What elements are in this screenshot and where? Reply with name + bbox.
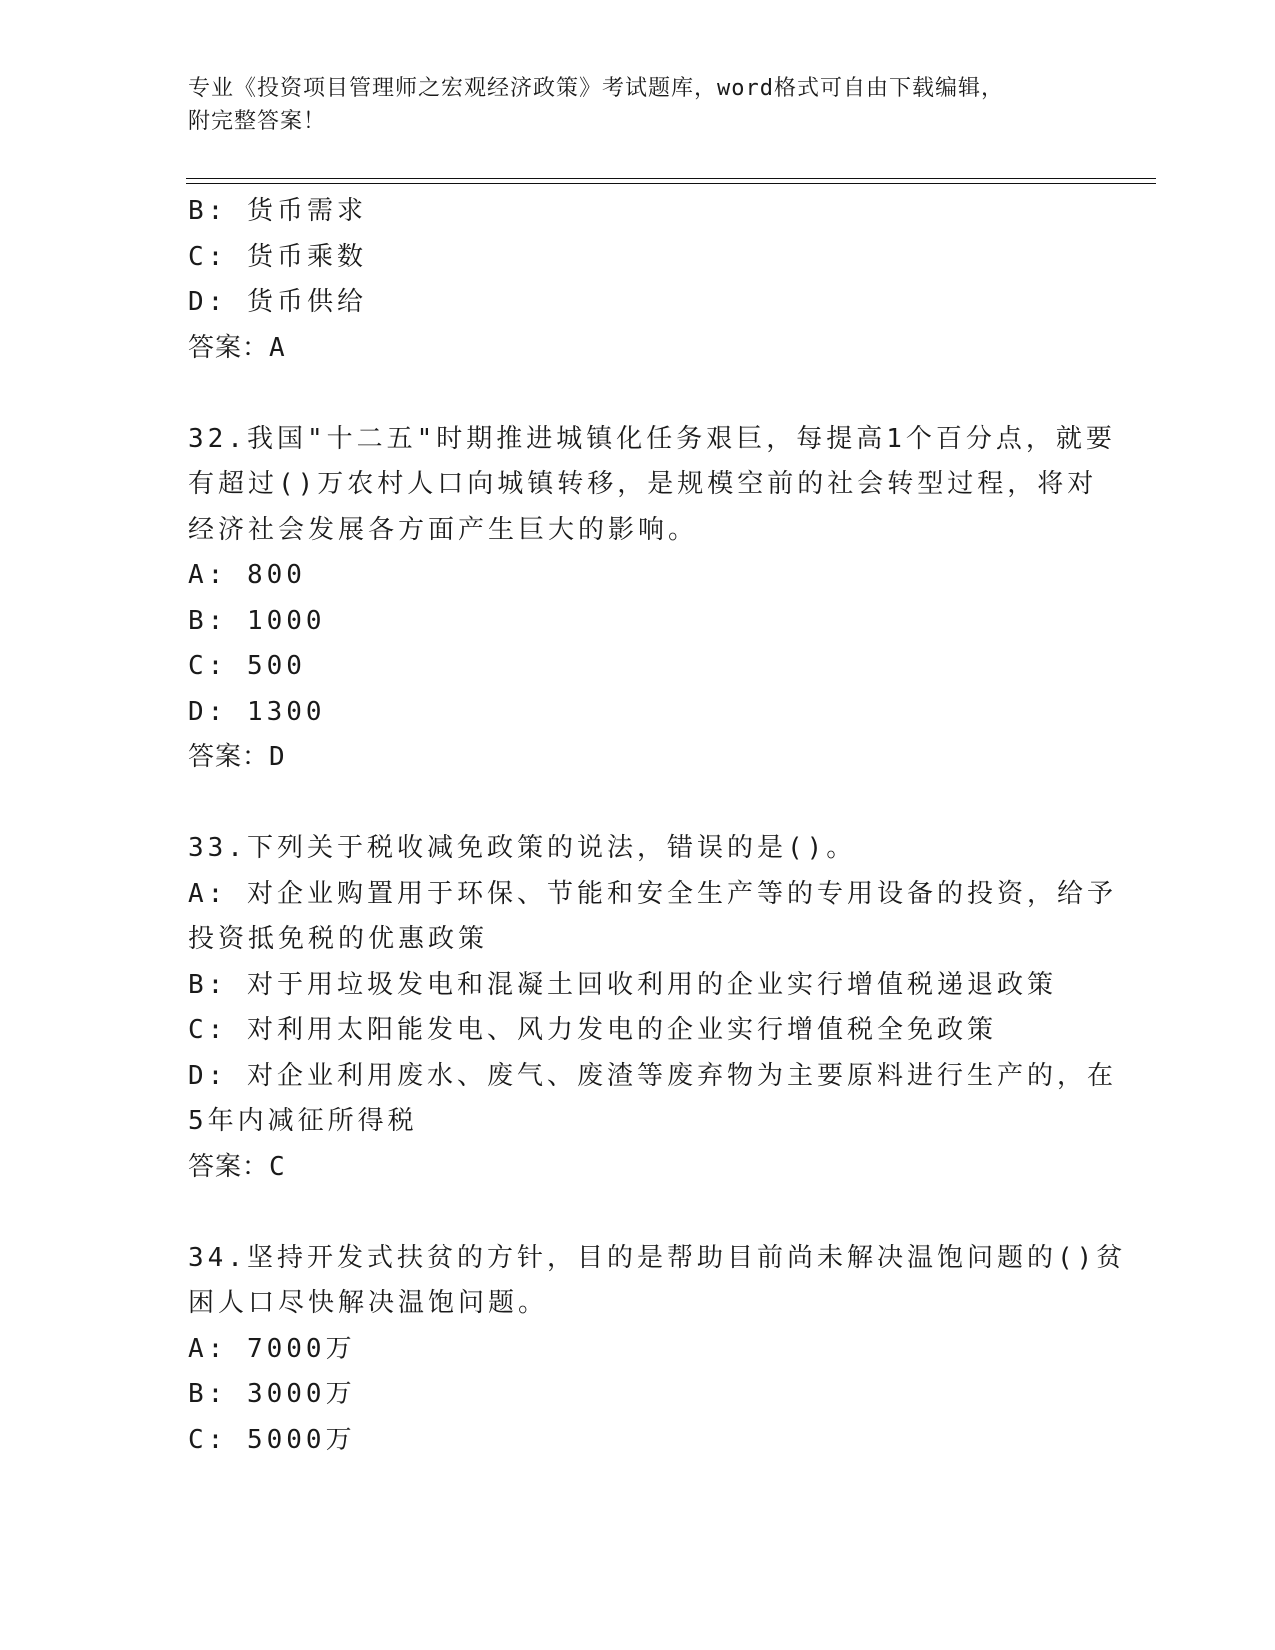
option-d: D: 对企业利用废水、废气、废渣等废弃物为主要原料进行生产的，在 xyxy=(188,1060,1117,1091)
option-b: B: 3000万 xyxy=(188,1379,356,1409)
question-text-line: 33.下列关于税收减免政策的说法，错误的是()。 xyxy=(188,833,857,863)
answer-value: A xyxy=(269,332,286,363)
answer-line xyxy=(188,735,1088,781)
option-a: A: 800 xyxy=(188,560,306,590)
question-31-fragment xyxy=(188,189,1088,371)
page-header xyxy=(188,72,1068,138)
option-d: D: 1300 xyxy=(188,696,326,727)
option-c: C: 5000万 xyxy=(188,1424,356,1455)
option-a-continued: 投资抵免税的优惠政策 xyxy=(188,924,489,954)
answer-label: 答案： xyxy=(188,332,270,363)
header-line-2: 附完整答案！ xyxy=(188,109,327,134)
spacer xyxy=(188,1190,1088,1236)
option-c: C: 500 xyxy=(188,651,306,681)
option-c: C: 对利用太阳能发电、风力发电的企业实行增值税全免政策 xyxy=(188,1015,997,1045)
question-33 xyxy=(188,826,1117,1190)
answer-value: C xyxy=(269,1151,286,1182)
answer-label: 答案： xyxy=(188,742,270,772)
option-b: B: 对于用垃圾发电和混凝土回收利用的企业实行增值税递退政策 xyxy=(188,969,1057,1000)
option-d-continued: 5年内减征所得税 xyxy=(188,1106,418,1136)
answer-value: D xyxy=(269,742,286,772)
question-text-line: 经济社会发展各方面产生巨大的影响。 xyxy=(188,514,699,545)
question-text-line: 有超过()万农村人口向城镇转移，是规模空前的社会转型过程，将对 xyxy=(188,469,1098,499)
question-32 xyxy=(188,417,1116,781)
option-b: B: 1000 xyxy=(188,605,326,636)
question-text-line: 困人口尽快解决温饱问题。 xyxy=(188,1288,549,1318)
option-a: A: 7000万 xyxy=(188,1333,356,1364)
question-text-line: 32.我国"十二五"时期推进城镇化任务艰巨，每提高1个百分点，就要 xyxy=(188,423,1116,454)
question-text-line: 34.坚持开发式扶贫的方针，目的是帮助目前尚未解决温饱问题的()贫 xyxy=(188,1242,1127,1273)
header-line-1: 专业《投资项目管理师之宏观经济政策》考试题库，word格式可自由下载编辑， xyxy=(188,76,1004,101)
answer-line xyxy=(188,1145,1088,1191)
option-a: A: 对企业购置用于环保、节能和安全生产等的专用设备的投资，给予 xyxy=(188,878,1117,909)
option-d: D: 货币供给 xyxy=(188,287,367,317)
spacer xyxy=(188,781,1088,827)
option-b: B: 货币需求 xyxy=(188,196,367,226)
answer-label: 答案： xyxy=(188,1151,270,1182)
question-content xyxy=(188,189,1127,1463)
answer-line xyxy=(188,326,1088,372)
header-divider-thin xyxy=(186,183,1156,184)
option-c: C: 货币乘数 xyxy=(188,241,367,272)
spacer xyxy=(188,371,1088,417)
question-34 xyxy=(188,1236,1127,1464)
header-divider-thick xyxy=(186,178,1156,179)
